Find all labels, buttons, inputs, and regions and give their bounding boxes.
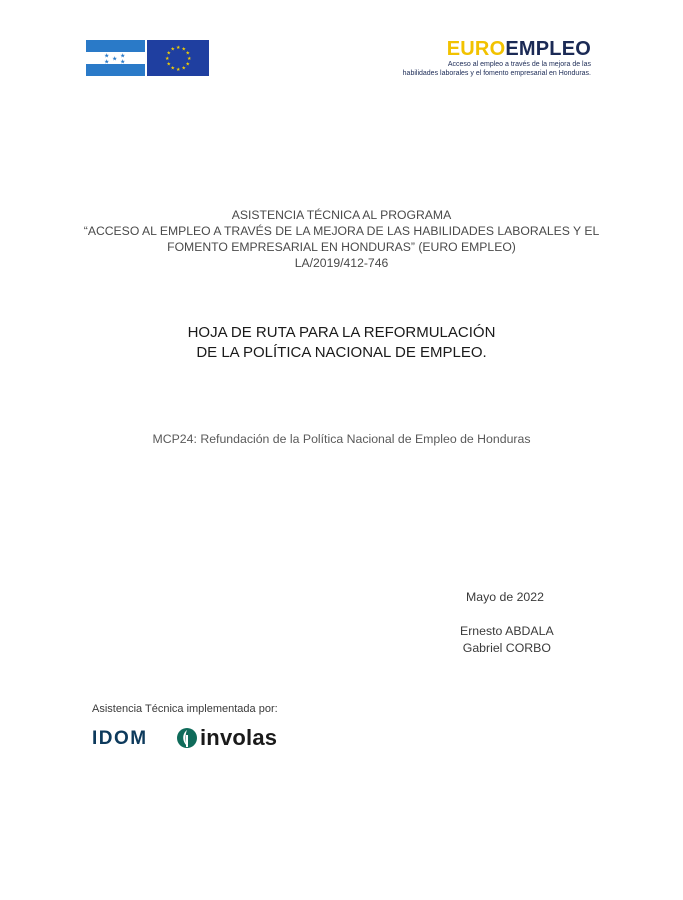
eu-star-icon: ★ [166,50,171,57]
author-2: Gabriel CORBO [462,641,551,655]
brand-tagline-2: habilidades laborales y el fomento empresarial en Honduras. [402,70,591,77]
document-title-line-2: DE LA POLÍTICA NACIONAL DE EMPLEO. [196,344,487,361]
eu-star-icon: ★ [170,65,175,72]
document-subtitle: MCP24: Refundación de la Política Nacional de Empleo de Honduras [152,432,531,446]
svg-text:★: ★ [120,52,126,60]
honduras-flag-icon [86,40,145,76]
euroempleo-logo [403,38,591,78]
svg-text:★: ★ [104,52,110,60]
involas-wordmark: involas [200,725,278,750]
svg-text:★: ★ [120,58,126,66]
eu-star-icon: ★ [181,65,186,72]
eu-star-icon: ★ [166,61,171,68]
european-union-flag-icon [147,40,209,76]
program-line-3: FOMENTO EMPRESARIAL EN HONDURAS” (EURO EMPLEO) [167,240,516,254]
eu-star-icon: ★ [165,56,170,62]
program-line-4: LA/2019/412-746 [294,256,389,270]
eu-star-icon: ★ [185,61,191,68]
program-heading [0,207,683,271]
involas-leaf-icon [176,727,198,749]
eu-star-icon: ★ [176,67,181,73]
document-date: Mayo de 2022 [466,590,544,604]
brand-name [403,38,591,60]
involas-logo [176,726,277,750]
document-title-line-1: HOJA DE RUTA PARA LA REFORMULACIÓN [187,324,496,341]
eu-star-icon: ★ [181,46,186,53]
svg-text:★: ★ [112,55,118,63]
program-line-1: ASISTENCIA TÉCNICA AL PROGRAMA [231,208,452,222]
eu-star-icon: ★ [185,50,191,57]
brand-name-euro: EURO [446,38,506,60]
eu-star-icon: ★ [170,46,175,53]
brand-tagline-1: Acceso al empleo a través de la mejora de las [447,61,591,68]
svg-text:★: ★ [104,58,110,66]
implemented-by-label: Asistencia Técnica implementada por: [92,703,278,715]
authors [460,623,554,657]
eu-star-icon: ★ [176,45,181,51]
idom-logo: IDOM [92,728,148,749]
brand-name-empleo: EMPLEO [505,38,591,60]
eu-star-icon: ★ [187,56,192,62]
author-1: Ernesto ABDALA [460,624,554,638]
program-line-2: “ACCESO AL EMPLEO A TRAVÉS DE LA MEJORA DE LAS HABILIDADES LABORALES Y EL [83,224,600,238]
document-title [0,323,683,363]
